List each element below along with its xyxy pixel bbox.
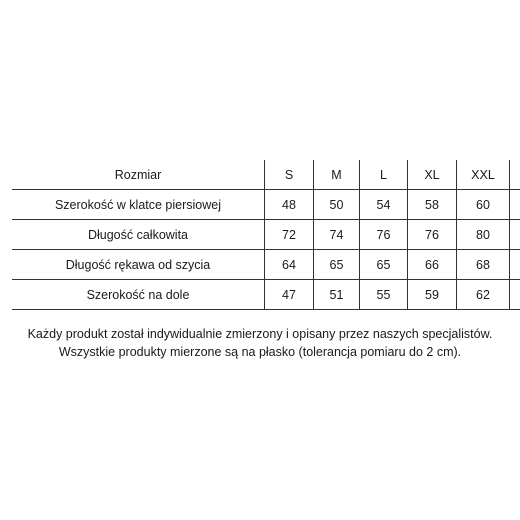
cell-value: 76	[408, 220, 457, 250]
measurement-note-line2: Wszystkie produkty mierzone są na płasko (tolerancja pomiaru do 2 cm).	[58, 345, 462, 359]
cell-value: 58	[408, 190, 457, 220]
cell-value: 65	[360, 250, 408, 280]
table-row	[12, 280, 520, 310]
table-trailing-cell	[510, 160, 520, 190]
cell-value: 65	[314, 250, 360, 280]
cell-value: 60	[457, 190, 510, 220]
table-row	[12, 190, 520, 220]
cell-value: 74	[314, 220, 360, 250]
cell-value: 64	[265, 250, 314, 280]
cell-value: 47	[265, 280, 314, 310]
size-header-m: M	[314, 160, 360, 190]
cell-value: 55	[360, 280, 408, 310]
cell-value: 54	[360, 190, 408, 220]
table-row	[12, 220, 520, 250]
size-chart-table	[12, 160, 520, 310]
measurement-note-line1: Każdy produkt został indywidualnie zmierzony i opisany przez naszych specjalistów.	[27, 327, 493, 341]
cell-value: 50	[314, 190, 360, 220]
row-label: Szerokość w klatce piersiowej	[12, 190, 265, 220]
table-trailing-cell	[510, 220, 520, 250]
cell-value: 80	[457, 220, 510, 250]
table-row	[12, 250, 520, 280]
size-header-xl: XL	[408, 160, 457, 190]
cell-value: 62	[457, 280, 510, 310]
cell-value: 76	[360, 220, 408, 250]
table-trailing-cell	[510, 250, 520, 280]
cell-value: 68	[457, 250, 510, 280]
row-label: Długość całkowita	[12, 220, 265, 250]
size-header-s: S	[265, 160, 314, 190]
table-trailing-cell	[510, 280, 520, 310]
cell-value: 51	[314, 280, 360, 310]
table-trailing-cell	[510, 190, 520, 220]
size-header-l: L	[360, 160, 408, 190]
cell-value: 48	[265, 190, 314, 220]
size-header-xxl: XXL	[457, 160, 510, 190]
row-label: Szerokość na dole	[12, 280, 265, 310]
size-header-row	[12, 160, 520, 190]
size-header-label: Rozmiar	[12, 160, 265, 190]
cell-value: 59	[408, 280, 457, 310]
row-label: Długość rękawa od szycia	[12, 250, 265, 280]
cell-value: 66	[408, 250, 457, 280]
cell-value: 72	[265, 220, 314, 250]
